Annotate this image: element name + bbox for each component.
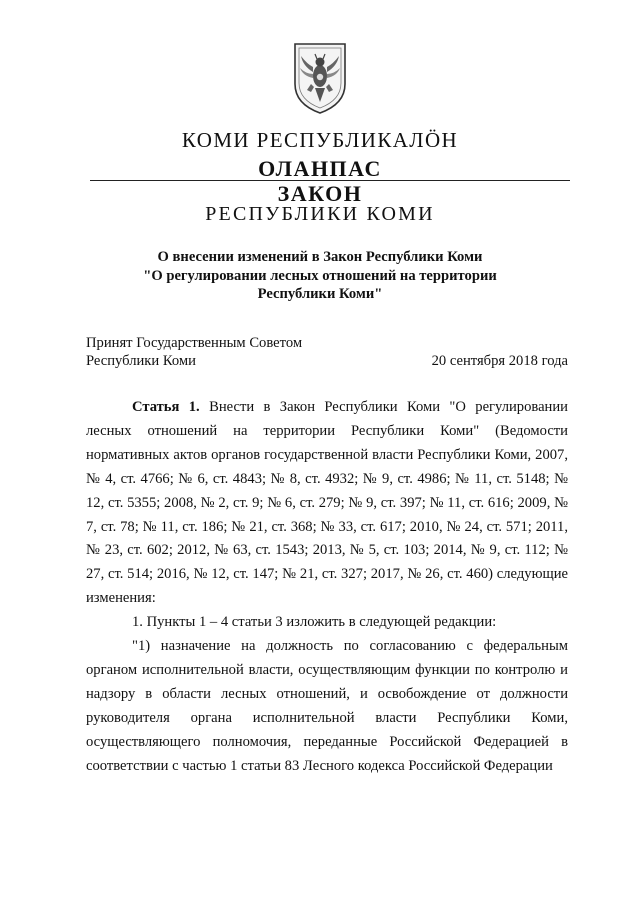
article-text: Внести в Закон Республики Коми "О регулировании лесных отношений на территории Республики Коми" (Ведомости нормативных актов органов государственной власти Республики Коми, 2007, № 4, ст. 4766; № 6, ст. 4843; № 8, ст. 4932; № 9, ст. 4986; № 11, ст. 5148; № 12, ст. 5355; 2008, № 2, ст. 9; № 6, ст. 279; № 9, ст. 397; № 11, ст. 616; 2009, № 7, ст. 78; № 11, ст. 186; № 21, ст. 368; № 33, ст. 617; 2010, № 24, ст. 571; 2011, № 23, ст. 602; 2012, № 63, ст. 1543; 2013, № 5, ст. 103; 2014, № 9, ст. 112; № 27, ст. 514; 2016, № 12, ст. 147; № 21, ст. 327; 2017, № 26, ст. 460) следующие изменения: [86, 399, 568, 607]
header-komi-title: КОМИ РЕСПУБЛИКАЛӦН [181, 128, 459, 152]
adoption-info [86, 334, 302, 370]
article-label: Статья 1. [132, 399, 200, 415]
adoption-line: Республики Коми [86, 353, 196, 369]
law-title [0, 248, 640, 304]
quote-paragraph: "1) назначение на должность по согласованию с федеральным органом исполнительной власти, осуществляющим функции по контролю и надзору в области лесных отношений, и освобождение от должности руководителя органа исполнительной власти Республики Коми, осуществляющего полномочия, переданные Российской Федерацией в соответствии с частью 1 статьи 83 Лесного кодекса Российской Федерации [86, 638, 568, 774]
coat-of-arms-icon [291, 40, 349, 116]
law-title-line: Республики Коми" [257, 286, 383, 302]
article-paragraph [86, 396, 568, 611]
header-olanpas-title: ОЛАНПАС [258, 156, 382, 181]
law-body [86, 396, 568, 779]
item-paragraph: 1. Пункты 1 – 4 статьи 3 изложить в следующей редакции: [132, 614, 497, 631]
adoption-line: Принят Государственным Советом [86, 335, 303, 351]
adoption-date: 20 сентября 2018 года [431, 353, 568, 369]
header-zakon-title: ЗАКОН [277, 181, 363, 206]
header-republic-title: РЕСПУБЛИКИ КОМИ [205, 203, 435, 225]
law-title-line: "О регулировании лесных отношений на территории [143, 267, 497, 284]
law-title-line: О внесении изменений в Закон Республики Коми [157, 249, 483, 265]
